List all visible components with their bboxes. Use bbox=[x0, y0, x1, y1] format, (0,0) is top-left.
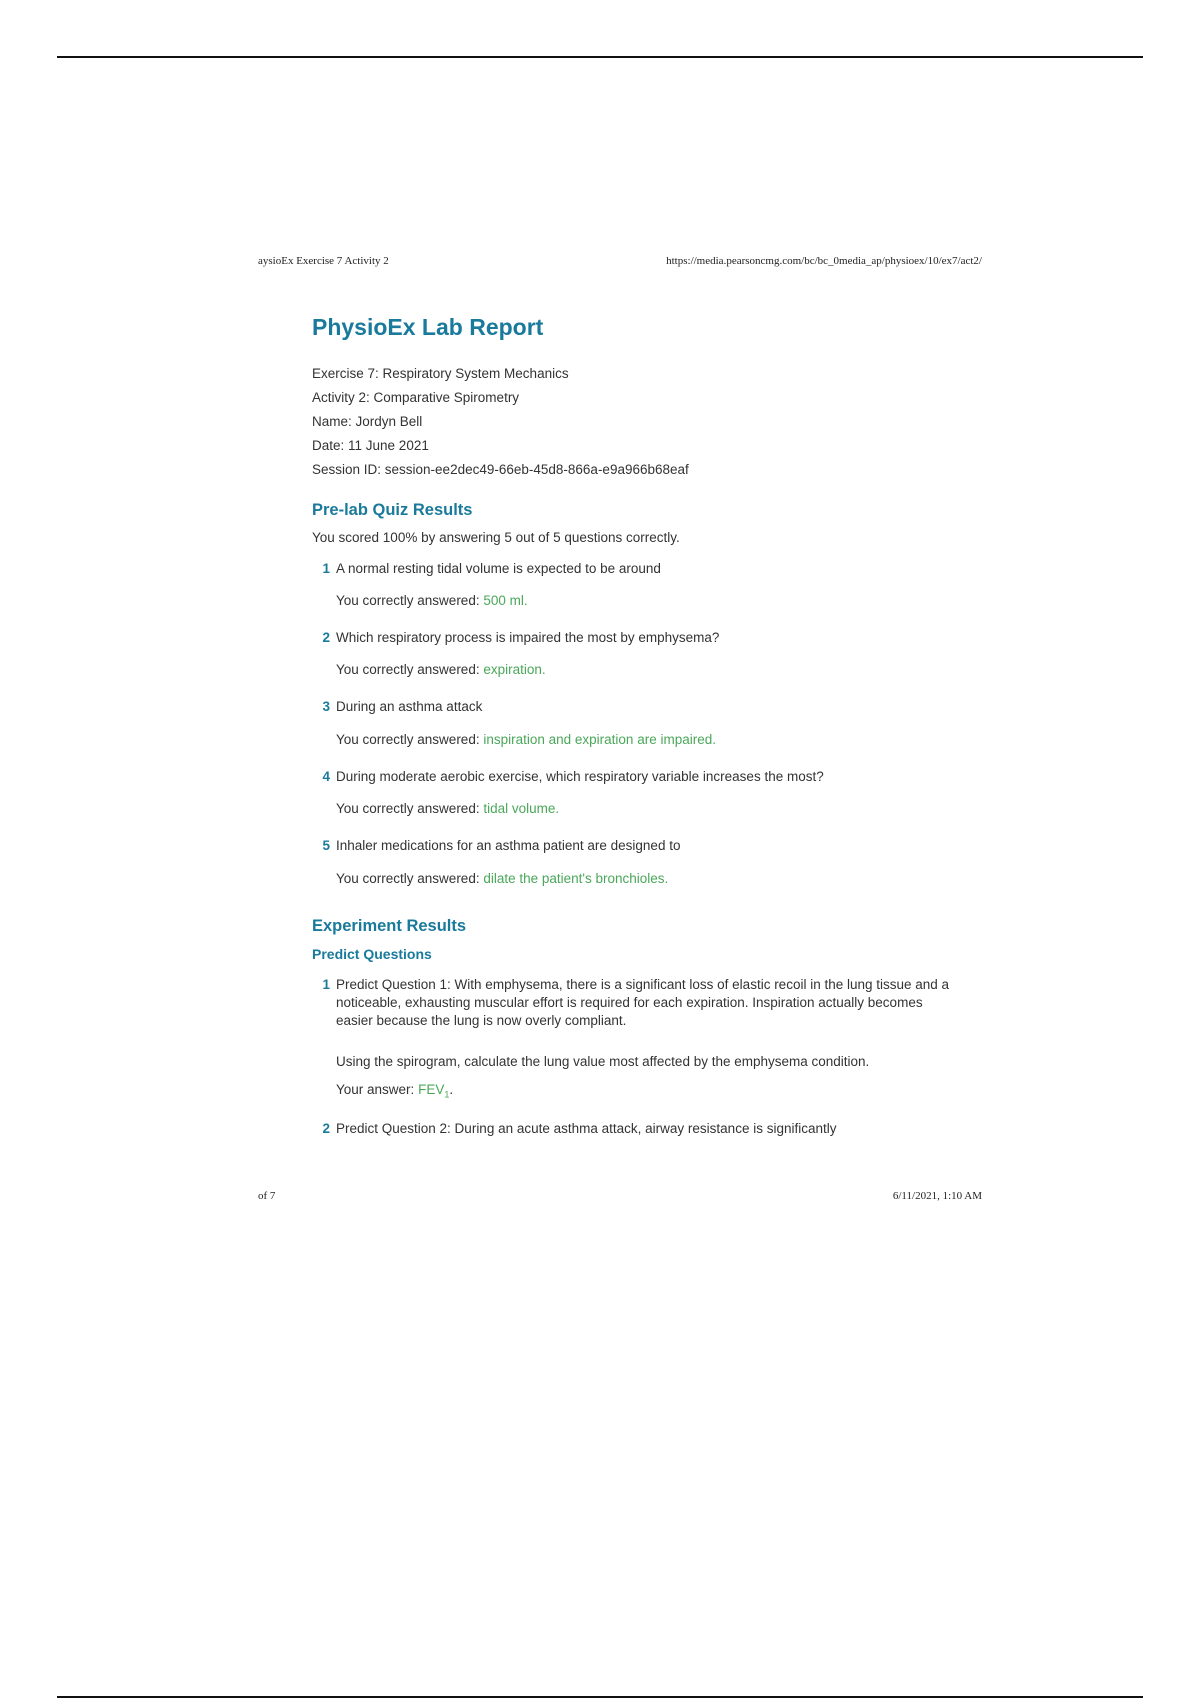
predict-answer bbox=[336, 1081, 952, 1101]
question-text: Which respiratory process is impaired the most by emphysema? bbox=[336, 629, 720, 645]
prelab-heading: Pre-lab Quiz Results bbox=[312, 501, 473, 520]
answer-value: tidal volume. bbox=[483, 801, 560, 817]
predict-question-text: Predict Question 1: With emphysema, there is a significant loss of elastic recoil in the lung tissue and a noticeable, exhausting muscular effort is required for each expiration. Inspiration actually becomes easier because the lung is now overly compliant. bbox=[336, 976, 950, 1029]
session-id-line: Session ID: session-ee2dec49-66eb-45d8-866a-e9a966b68eaf bbox=[312, 462, 689, 478]
question-number: 3 bbox=[322, 699, 330, 715]
question-text: Inhaler medications for an asthma patient are designed to bbox=[336, 838, 681, 854]
answer-value: inspiration and expiration are impaired. bbox=[483, 731, 716, 747]
question-number: 5 bbox=[322, 838, 330, 854]
question-number: 2 bbox=[322, 629, 330, 645]
question-answer bbox=[330, 592, 952, 610]
predict-question-text: Predict Question 2: During an acute asthma attack, airway resistance is significantly bbox=[336, 1120, 837, 1136]
answer-value: expiration. bbox=[483, 662, 546, 678]
question-number: 1 bbox=[322, 560, 330, 576]
print-header-title: aysioEx Exercise 7 Activity 2 bbox=[258, 255, 389, 267]
answer-end: . bbox=[449, 1081, 454, 1097]
question-answer bbox=[330, 661, 952, 679]
question-text: During moderate aerobic exercise, which respiratory variable increases the most? bbox=[336, 768, 824, 784]
answer-prefix: Your answer: bbox=[336, 1081, 415, 1097]
answer-value: dilate the patient's bronchioles. bbox=[483, 870, 669, 886]
predict-question bbox=[312, 976, 952, 1120]
answer-prefix: You correctly answered: bbox=[336, 731, 480, 747]
predict-question-prompt: Using the spirogram, calculate the lung value most affected by the emphysema condition. bbox=[336, 1053, 870, 1069]
quiz-question bbox=[312, 629, 952, 698]
answer-prefix: You correctly answered: bbox=[336, 592, 480, 608]
report-title: PhysioEx Lab Report bbox=[312, 314, 544, 340]
name-line: Name: Jordyn Bell bbox=[312, 414, 423, 430]
exercise-line: Exercise 7: Respiratory System Mechanics bbox=[312, 366, 569, 382]
experiment-heading: Experiment Results bbox=[312, 916, 467, 935]
quiz-question bbox=[312, 837, 952, 906]
print-timestamp: 6/11/2021, 1:10 AM bbox=[892, 1190, 982, 1202]
question-answer bbox=[330, 870, 952, 888]
answer-prefix: You correctly answered: bbox=[336, 662, 480, 678]
answer-main: FEV bbox=[418, 1081, 445, 1097]
quiz-question bbox=[312, 560, 952, 629]
answer-prefix: You correctly answered: bbox=[336, 801, 480, 817]
page-count: of 7 bbox=[258, 1190, 276, 1202]
question-answer bbox=[330, 731, 952, 749]
predict-subheading: Predict Questions bbox=[312, 945, 432, 962]
print-header-url: https://media.pearsoncmg.com/bc/bc_0media_ap/physioex/10/ex7/act2/ bbox=[666, 255, 982, 267]
question-answer bbox=[330, 800, 952, 818]
print-header bbox=[258, 255, 982, 267]
question-number: 4 bbox=[322, 768, 330, 784]
predict-question bbox=[312, 1120, 952, 1138]
question-text: During an asthma attack bbox=[336, 699, 483, 715]
answer-prefix: You correctly answered: bbox=[336, 870, 480, 886]
top-rule bbox=[57, 56, 1143, 58]
answer-value: 500 ml. bbox=[483, 592, 528, 608]
print-footer bbox=[258, 1190, 982, 1202]
bottom-rule bbox=[57, 1696, 1143, 1698]
quiz-question bbox=[312, 698, 952, 767]
question-number: 1 bbox=[322, 976, 330, 992]
date-line: Date: 11 June 2021 bbox=[312, 438, 429, 454]
answer-subscript: 1 bbox=[444, 1089, 450, 1100]
question-number: 2 bbox=[322, 1120, 330, 1136]
answer-value bbox=[418, 1081, 450, 1100]
lab-report bbox=[312, 312, 952, 1138]
activity-line: Activity 2: Comparative Spirometry bbox=[312, 390, 520, 406]
quiz-score: You scored 100% by answering 5 out of 5 questions correctly. bbox=[312, 530, 680, 546]
question-text: A normal resting tidal volume is expected to be around bbox=[336, 560, 661, 576]
quiz-question bbox=[312, 768, 952, 837]
